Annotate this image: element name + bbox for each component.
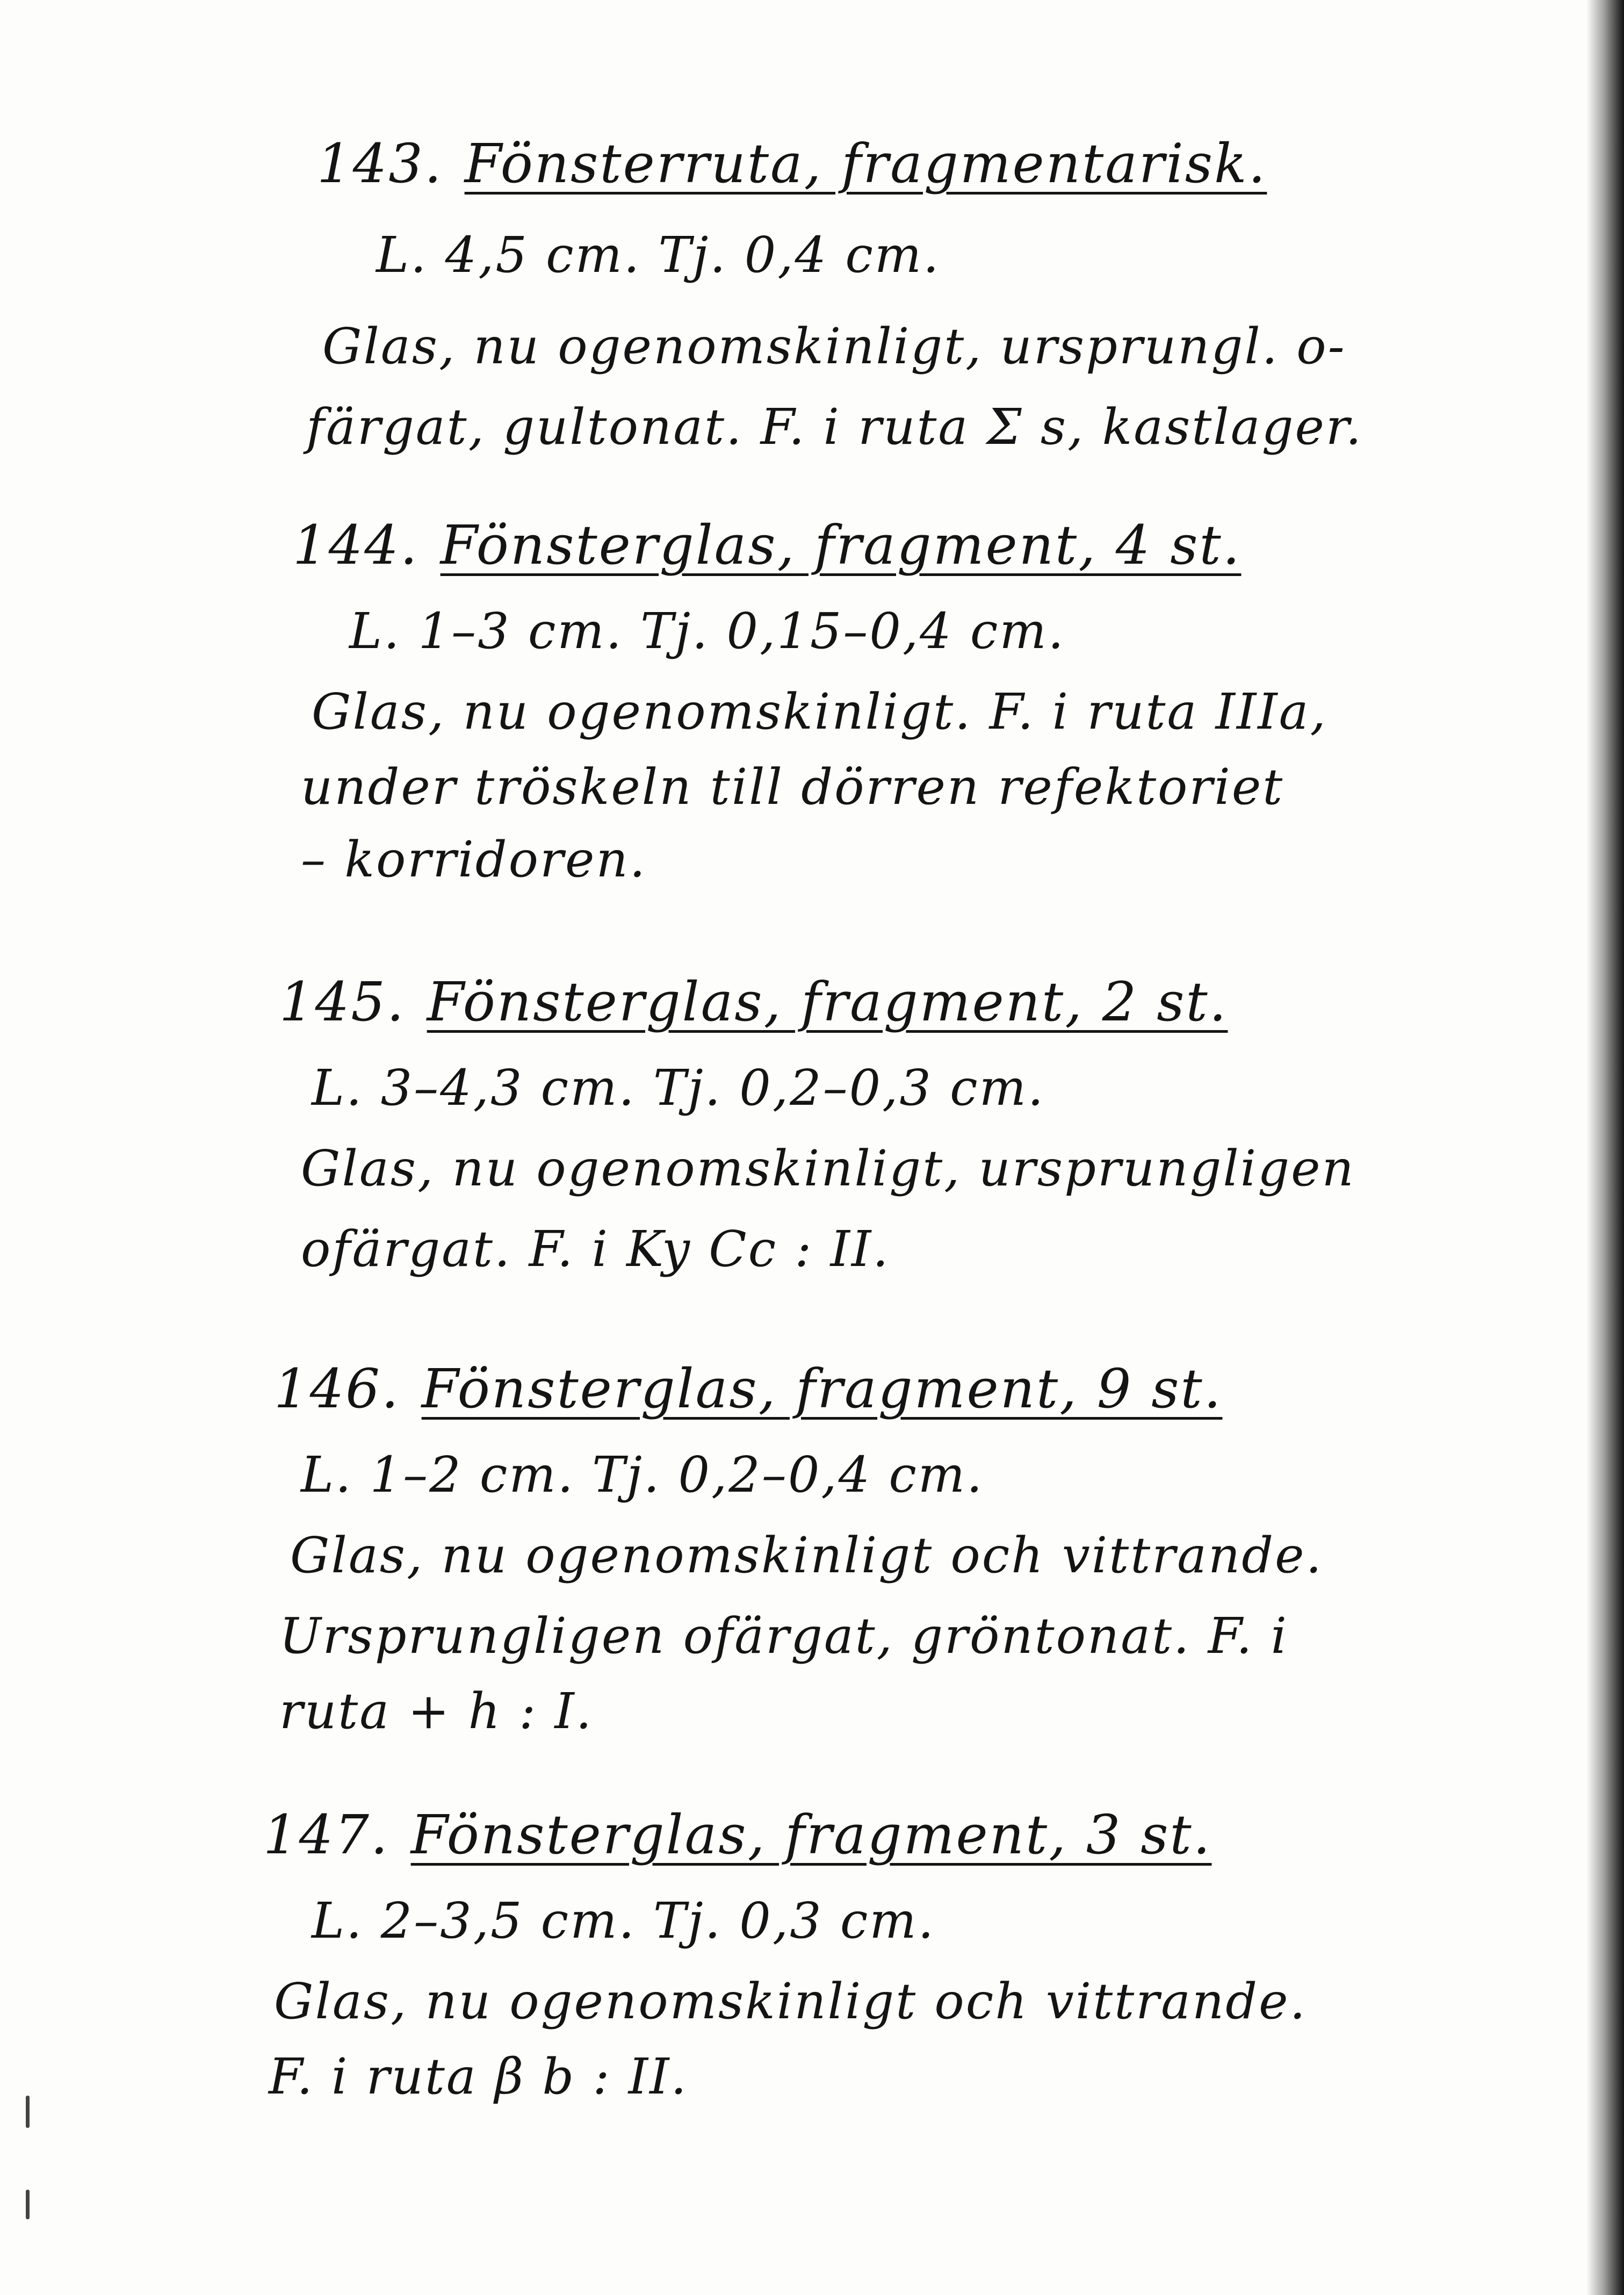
margin-mark [26, 2096, 30, 2128]
entry-title: Fönsterglas, fragment, 2 st. [427, 970, 1228, 1033]
entry-description-line: Ursprungligen ofärgat, gröntonat. F. i [279, 1607, 1288, 1665]
entry-number: 143. [317, 132, 443, 195]
entry-measurements: L. 4,5 cm. Tj. 0,4 cm. [376, 226, 941, 284]
entry-description-line: F. i ruta β b : II. [269, 2048, 688, 2105]
entry-heading [263, 1805, 1212, 1865]
entry-description-line: ruta + h : I. [279, 1682, 593, 1740]
entry-description-line: Glas, nu ogenomskinligt. F. i ruta IIIa, [312, 683, 1327, 740]
entry-number: 147. [263, 1803, 389, 1866]
entry-description-line: – korridoren. [301, 831, 647, 888]
entry-heading [279, 970, 1228, 1033]
entry-number: 145. [279, 970, 406, 1033]
entry-description-line: ofärgat. F. i Ky Cc : II. [301, 1220, 890, 1278]
entry-description-line: Glas, nu ogenomskinligt, ursprungl. o- [322, 318, 1346, 375]
entry-measurements: L. 3–4,3 cm. Tj. 0,2–0,3 cm. [312, 1059, 1045, 1117]
entry-description-line: färgat, gultonat. F. i ruta Σ s, kastlager. [306, 398, 1363, 456]
entry-heading [293, 516, 1242, 575]
entry-measurements: L. 2–3,5 cm. Tj. 0,3 cm. [312, 1892, 935, 1949]
entry-title: Fönsterglas, fragment, 4 st. [440, 514, 1242, 577]
margin-mark [26, 2190, 30, 2219]
entry-description-line: Glas, nu ogenomskinligt och vittrande. [274, 1973, 1307, 2030]
entry-measurements: L. 1–3 cm. Tj. 0,15–0,4 cm. [349, 602, 1065, 660]
entry-title: Fönsterglas, fragment, 9 st. [421, 1357, 1223, 1420]
entry-heading [317, 134, 1267, 193]
entry-description-line: under tröskeln till dörren refektoriet [301, 758, 1284, 816]
entry-measurements: L. 1–2 cm. Tj. 0,2–0,4 cm. [301, 1446, 984, 1503]
entry-heading [274, 1359, 1223, 1419]
entry-number: 144. [293, 514, 419, 577]
entry-title: Fönsterglas, fragment, 3 st. [410, 1803, 1212, 1866]
binding-shadow [1586, 0, 1624, 2295]
entry-description-line: Glas, nu ogenomskinligt, ursprungligen [301, 1140, 1355, 1197]
entry-number: 146. [274, 1357, 400, 1420]
entry-title: Fönsterruta, fragmentarisk. [464, 132, 1267, 195]
entry-description-line: Glas, nu ogenomskinligt och vittrande. [290, 1527, 1323, 1584]
